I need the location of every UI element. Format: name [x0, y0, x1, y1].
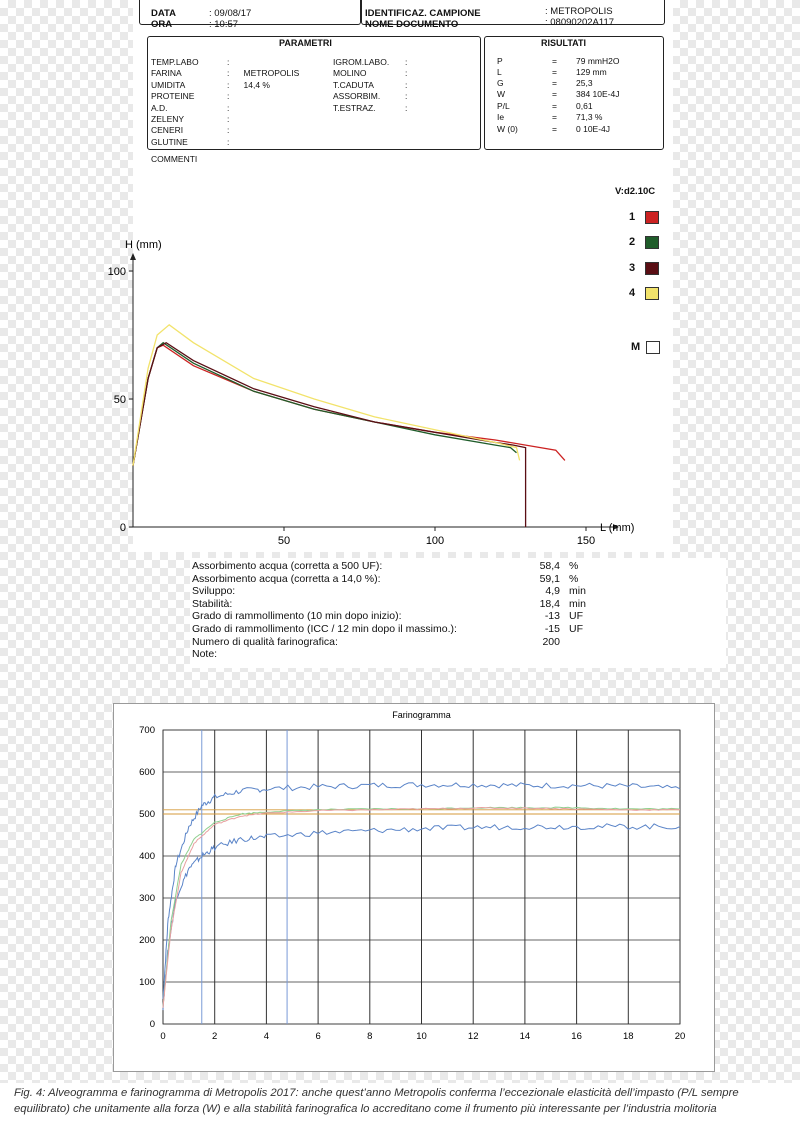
param-label: CENERI: [151, 125, 184, 135]
farinograph-unit: UF: [569, 623, 583, 635]
legend-item: [629, 236, 663, 250]
ident-value: : METROPOLIS: [545, 6, 613, 17]
farinograph-label: Numero di qualità farinografica:: [192, 635, 338, 648]
farinograph-unit: min: [569, 585, 586, 598]
param-value: :: [405, 68, 408, 78]
risultato-label: P/L: [497, 101, 510, 111]
alveograph-report: [107, 0, 673, 552]
param-value: :: [405, 103, 408, 113]
x-tick-label: 14: [519, 1031, 531, 1042]
x-tick-label: 18: [623, 1031, 634, 1042]
y-tick-label: 400: [139, 851, 155, 862]
ident-label: IDENTIFICAZ. CAMPIONE: [365, 8, 481, 19]
risultato-value: 79 mmH2O: [576, 56, 620, 66]
farinograph-unit: %: [569, 572, 579, 585]
farinograph-label: Assorbimento acqua (corretta a 500 UF):: [192, 560, 383, 572]
param-label: UMIDITA: [151, 80, 186, 90]
farinograph-label: Grado di rammollimento (10 min dopo inizio):: [192, 610, 402, 623]
risultato-label: W (0): [497, 124, 518, 134]
risultato-value: 129 mm: [576, 67, 607, 77]
data-value: : 09/08/17: [209, 8, 252, 19]
series-line-4: [133, 325, 520, 466]
legend-num: 3: [629, 262, 636, 274]
legend-m-swatch: [646, 341, 660, 354]
legend-num: 4: [629, 287, 636, 299]
farinograph-label: Note:: [192, 648, 218, 661]
risultato-value: 0 10E-4J: [576, 124, 611, 134]
legend-swatch: [645, 211, 659, 224]
param-label: IGROM.LABO.: [333, 57, 390, 67]
param-value: :: [227, 114, 230, 124]
series-line-3: [133, 343, 526, 527]
farinograph-unit: UF: [569, 610, 583, 623]
x-tick-label: 10: [416, 1031, 427, 1042]
risultati-title: RISULTATI: [541, 38, 586, 48]
farinograph-value: -15: [544, 623, 560, 635]
risultato-eq: =: [552, 78, 557, 88]
legend-item-m: [631, 341, 665, 355]
x-tick-label: 20: [674, 1031, 686, 1042]
param-label: MOLINO: [333, 68, 367, 78]
param-value: :: [405, 91, 408, 101]
x-tick-label: 16: [571, 1031, 582, 1042]
risultato-eq: =: [552, 101, 557, 111]
caption-text: Fig. 4: Alveogramma e farinogramma di Metropolis 2017: anche quest’anno Metropolis conferma l’eccezionale elasticità dell’impasto (P/L sempre equilibrato) che unitamente alla forza (W) e alla stabilità farinografica lo accreditano come il frumento più interessante per l’industria molitoria: [14, 1087, 739, 1115]
series-line-2: [133, 343, 517, 466]
y-axis-label: H (mm): [125, 239, 162, 251]
legend-item: [629, 287, 663, 301]
y-tick-label: 100: [107, 266, 126, 278]
param-label: TEMP.LABO: [151, 57, 199, 67]
farinograph-unit: %: [569, 560, 579, 572]
risultato-value: 71,3 %: [576, 112, 603, 122]
x-tick-label: 2: [212, 1031, 218, 1042]
y-tick-label: 50: [113, 394, 126, 406]
farinograph-value: -13: [544, 610, 560, 623]
y-tick-label: 700: [139, 725, 155, 736]
risultato-label: G: [497, 78, 504, 88]
nome-label: NOME DOCUMENTO: [365, 19, 459, 30]
param-label: A.D.: [151, 103, 168, 113]
x-tick-label: 150: [576, 535, 596, 547]
x-tick-label: 100: [425, 535, 445, 547]
ora-label: ORA: [151, 19, 173, 30]
param-label: T.ESTRAZ.: [333, 103, 376, 113]
x-tick-label: 50: [277, 535, 291, 547]
x-tick-label: 4: [263, 1031, 270, 1042]
legend-num: 1: [629, 211, 636, 223]
farinograph-unit: min: [569, 597, 586, 610]
farinograph-value: 200: [542, 635, 560, 648]
y-tick-label: 200: [139, 935, 155, 946]
x-axis-label: L (mm): [600, 522, 635, 534]
ora-value: : 10:57: [209, 19, 239, 30]
farinogram-chart: [114, 704, 714, 1071]
risultato-value: 384 10E-4J: [576, 89, 620, 99]
param-value: :: [405, 80, 408, 90]
param-value: :: [227, 103, 230, 113]
y-tick-label: 0: [119, 522, 126, 534]
legend-item: [629, 211, 663, 225]
param-value: :: [227, 91, 230, 101]
risultato-eq: =: [552, 124, 557, 134]
legend-num: 2: [629, 236, 636, 248]
param-label: ZELENY: [151, 114, 185, 124]
y-tick-label: 100: [139, 977, 155, 988]
risultato-label: L: [497, 67, 502, 77]
x-tick-label: 0: [160, 1031, 166, 1042]
commenti-label: COMMENTI: [151, 154, 198, 164]
y-tick-label: 300: [139, 893, 155, 904]
risultato-eq: =: [552, 112, 557, 122]
farinogram-panel: [113, 703, 715, 1072]
param-value: : METROPOLIS: [227, 68, 300, 78]
risultato-eq: =: [552, 67, 557, 77]
y-axis-arrow: [130, 253, 136, 260]
param-value: :: [227, 57, 230, 67]
legend-m-label: M: [631, 341, 641, 353]
farinograph-value: 59,1: [539, 572, 560, 585]
risultato-eq: =: [552, 89, 557, 99]
y-tick-label: 0: [149, 1019, 155, 1030]
legend-swatch: [645, 287, 659, 300]
param-label: FARINA: [151, 68, 182, 78]
farinograph-value: 58,4: [539, 560, 560, 572]
parametri-box: [147, 36, 481, 150]
y-tick-label: 500: [139, 809, 155, 820]
risultato-value: 0,61: [576, 101, 593, 111]
figure-caption: [0, 1083, 800, 1141]
risultato-eq: =: [552, 56, 557, 66]
param-label: PROTEINE: [151, 91, 195, 101]
x-tick-label: 12: [467, 1031, 479, 1042]
nome-value: : 08090202A117: [545, 17, 615, 28]
risultato-label: P: [497, 56, 503, 66]
data-label: DATA: [151, 8, 176, 19]
version-label: V:d2.10C: [615, 186, 656, 197]
param-value: : 14,4 %: [227, 80, 270, 90]
farinograph-results: [190, 558, 726, 668]
x-tick-label: 8: [367, 1031, 373, 1042]
farinograph-label: Grado di rammollimento (ICC / 12 min dopo il massimo.):: [192, 623, 457, 635]
param-value: :: [227, 125, 230, 135]
risultato-label: W: [497, 89, 506, 99]
param-value: :: [227, 137, 230, 147]
y-tick-label: 600: [139, 767, 155, 778]
param-label: GLUTINE: [151, 137, 188, 147]
param-label: ASSORBIM.: [333, 91, 381, 101]
farinograph-label: Assorbimento acqua (corretta a 14,0 %):: [192, 572, 381, 585]
param-label: T.CADUTA: [333, 80, 374, 90]
farinograph-label: Stabilità:: [192, 597, 233, 610]
farinograph-value: 4,9: [545, 585, 560, 598]
param-value: :: [405, 57, 408, 67]
alveogram-chart: [107, 228, 636, 550]
legend-swatch: [645, 236, 659, 249]
x-tick-label: 6: [315, 1031, 321, 1042]
farinograph-value: 18,4: [539, 597, 560, 610]
parametri-title: PARAMETRI: [279, 38, 332, 48]
risultato-label: Ie: [497, 112, 505, 122]
risultato-value: 25,3: [576, 78, 593, 88]
legend-item: [629, 262, 663, 276]
legend-swatch: [645, 262, 659, 275]
farinograph-label: Sviluppo:: [192, 585, 236, 598]
chart-title: Farinogramma: [392, 710, 451, 720]
